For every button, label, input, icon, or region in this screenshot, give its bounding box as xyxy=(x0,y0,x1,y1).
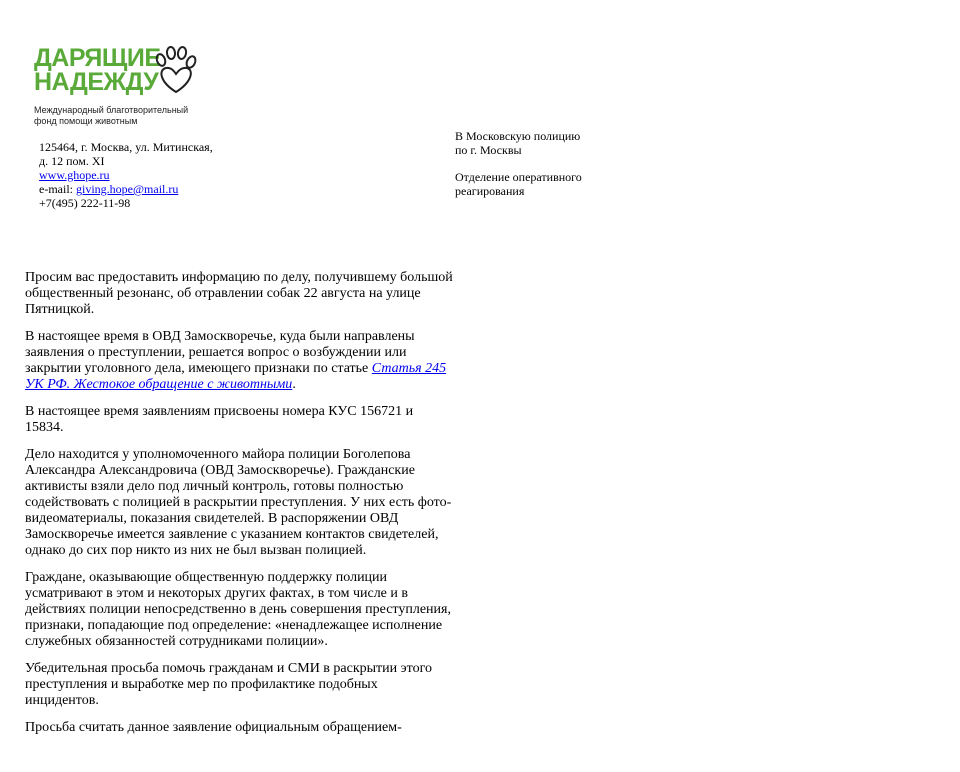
recipient-line-4: реагирования xyxy=(455,184,525,198)
paragraph-2-end: . xyxy=(292,377,296,392)
recipient-line-3: Отделение оперативного xyxy=(455,170,582,184)
paragraph-6: Убедительная просьба помочь гражданам и СМИ в раскрытии этого преступления и выработке мер по профилактике подобных инцидентов. xyxy=(25,661,432,708)
recipient-block xyxy=(455,129,583,198)
paragraph-5: Граждане, оказывающие общественную поддержку полиции усматривают в этом и некоторых других фактах, в том числе и в действиях полиции непосредственно в день совершения преступления, признаки, попадающие под определение: «ненадлежащее исполнение служебных обязанностей сотрудниками полиции». xyxy=(25,570,451,649)
paragraph-2-text: В настоящее время в ОВД Замоскворечье, куда были направлены заявления о преступлении, решается вопрос о возбуждении или закрытии уголовного дела, имеющего признаки по статье xyxy=(25,329,415,376)
sender-phone: +7(495) 222-11-98 xyxy=(39,196,131,210)
sender-contacts xyxy=(39,140,213,210)
logo-subtitle-line-1: Международный благотворительный xyxy=(34,105,189,115)
recipient-line-2: по г. Москвы xyxy=(455,143,522,157)
foundation-logo xyxy=(34,46,204,126)
logo-title xyxy=(34,46,161,94)
logo-subtitle xyxy=(34,105,188,127)
email-link[interactable]: giving.hope@mail.ru xyxy=(75,182,179,196)
sender-address-line-2: д. 12 пом. XI xyxy=(39,154,105,168)
letter-body xyxy=(25,270,455,747)
email-row xyxy=(39,182,213,196)
email-label: e-mail: xyxy=(39,182,76,196)
article-245-link[interactable]: Статья 245 УК РФ. Жестокое обращение с животными xyxy=(25,361,447,392)
paragraph-2 xyxy=(25,329,455,393)
recipient-line-1: В Московскую полицию xyxy=(455,129,581,143)
paragraph-1: Просим вас предоставить информацию по делу, получившему большой общественный резонанс, об отравлении собак 22 августа на улице Пятницкой. xyxy=(25,270,453,317)
sender-address-line-1: 125464, г. Москва, ул. Митинская, xyxy=(39,140,213,154)
logo-subtitle-line-2: фонд помощи животным xyxy=(34,116,138,126)
paragraph-7: Просьба считать данное заявление официальным обращением- xyxy=(25,720,402,735)
website-link[interactable]: www.ghope.ru xyxy=(39,168,110,182)
logo-title-line-2: НАДЕЖДУ xyxy=(34,68,159,96)
logo-title-line-1: ДАРЯЩИЕ xyxy=(34,44,161,72)
paragraph-3: В настоящее время заявлениям присвоены номера КУС 156721 и 15834. xyxy=(25,404,414,435)
paragraph-4: Дело находится у уполномоченного майора полиции Боголепова Александра Александровича (ОВД Замоскворечье). Гражданские активисты взяли дело под личный контроль, готовы полностью содействовать с полицией в раскрытии преступления. У них есть фото-видеоматериалы, показания свидетелей. В распоряжении ОВД Замоскворечье имеется заявление с указанием контактов свидетелей, однако до сих пор никто из них не был вызван полицией. xyxy=(25,447,452,558)
paw-heart-icon xyxy=(152,46,198,96)
